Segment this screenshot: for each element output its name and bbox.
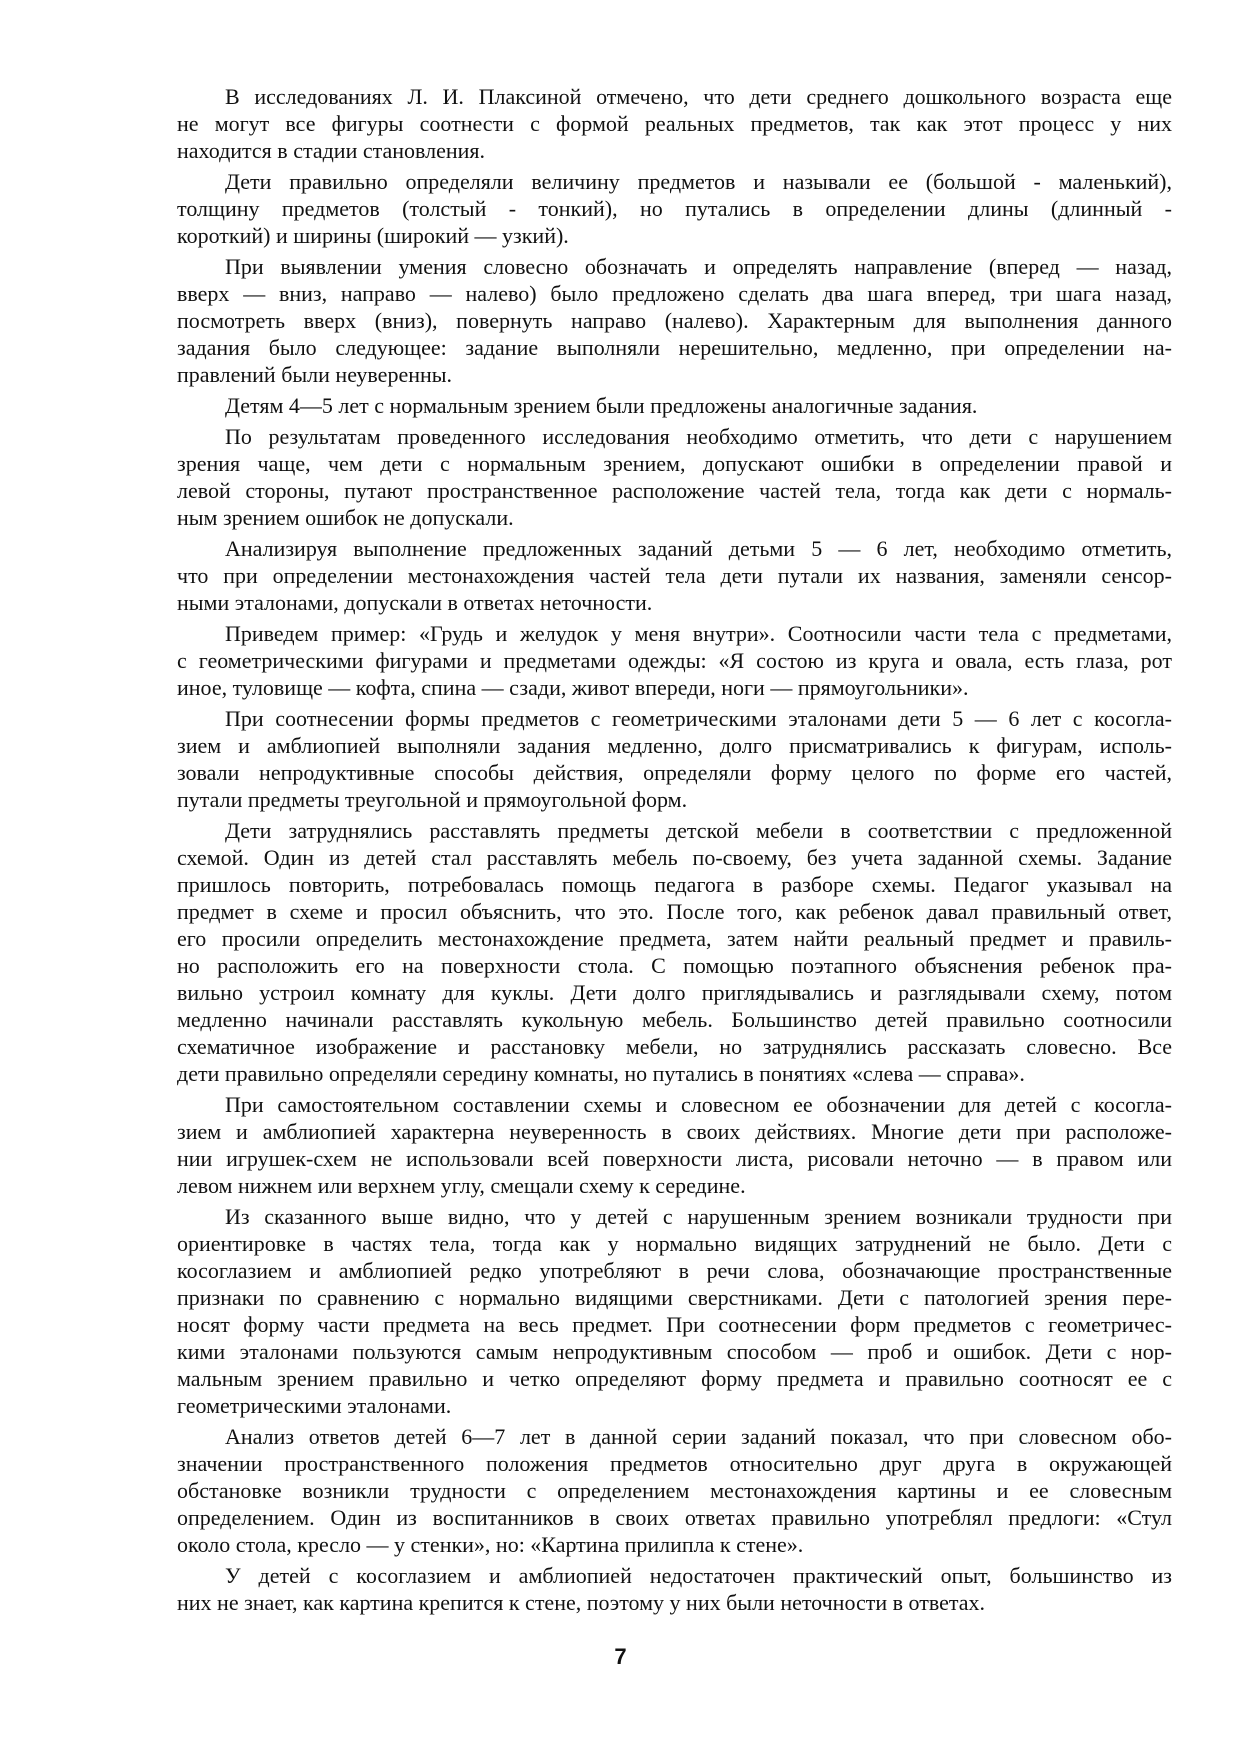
text-line: геометрическими эталонами. bbox=[177, 1393, 452, 1418]
paragraph bbox=[177, 1423, 1172, 1558]
text-line: иное, туловище — кофта, спина — сзади, живот впереди, ноги — прямоугольники». bbox=[177, 675, 969, 700]
text-line: левой стороны, путают пространственное расположение частей тела, тогда как дети с нормаль- bbox=[177, 478, 1172, 503]
text-line: У детей с косоглазием и амблиопией недостаточен практический опыт, большинство из bbox=[225, 1563, 1172, 1588]
text-line: мальным зрением правильно и четко определяют форму предмета и правильно соотносят ее с bbox=[177, 1366, 1172, 1391]
text-line: По результатам проведенного исследования необходимо отметить, что дети с нарушением bbox=[225, 424, 1172, 449]
text-line: его просили определить местонахождение предмета, затем найти реальный предмет и правиль- bbox=[177, 926, 1172, 951]
text-line: Анализ ответов детей 6—7 лет в данной серии заданий показал, что при словесном обо- bbox=[225, 1424, 1172, 1449]
text-line: Дети правильно определяли величину предметов и называли ее (большой - маленький), bbox=[225, 169, 1172, 194]
text-line: путали предметы треугольной и прямоугольной форм. bbox=[177, 787, 688, 812]
text-line: зием и амблиопией характерна неуверенность в своих действиях. Многие дети при расположе- bbox=[177, 1119, 1172, 1144]
paragraph bbox=[177, 817, 1172, 1087]
text-line: вверх — вниз, направо — налево) было предложено сделать два шага вперед, три шага назад, bbox=[177, 281, 1172, 306]
text-line: зием и амблиопией выполняли задания медленно, долго присматривались к фигурам, исполь- bbox=[177, 733, 1172, 758]
text-line: короткий) и ширины (широкий — узкий). bbox=[177, 223, 569, 248]
text-line: схемой. Один из детей стал расставлять мебель по-своему, без учета заданной схемы. Задание bbox=[177, 845, 1172, 870]
text-line: толщину предметов (толстый - тонкий), но путались в определении длины (длинный - bbox=[177, 196, 1172, 221]
text-line: носят форму части предмета на весь предмет. При соотнесении форм предметов с геометричес- bbox=[177, 1312, 1172, 1337]
text-line: зовали непродуктивные способы действия, определяли форму целого по форме его частей, bbox=[177, 760, 1172, 785]
text-line: Детям 4—5 лет с нормальным зрением были предложены аналогичные задания. bbox=[225, 393, 978, 418]
text-line: медленно начинали расставлять кукольную мебель. Большинство детей правильно соотносили bbox=[177, 1007, 1172, 1032]
paragraph bbox=[177, 620, 1172, 701]
text-line: посмотреть вверх (вниз), повернуть направо (налево). Характерным для выполнения данного bbox=[177, 308, 1172, 333]
text-line: ориентировке в частях тела, тогда как у нормально видящих затруднений не было. Дети с bbox=[177, 1231, 1172, 1256]
text-line: ным зрением ошибок не допускали. bbox=[177, 505, 514, 530]
paragraph bbox=[177, 705, 1172, 813]
paragraph bbox=[177, 1203, 1172, 1419]
text-line: признаки по сравнению с нормально видящими сверстниками. Дети с патологией зрения пере- bbox=[177, 1285, 1172, 1310]
paragraph bbox=[177, 392, 1172, 419]
text-line: При соотнесении формы предметов с геометрическими эталонами дети 5 — 6 лет с косогла- bbox=[225, 706, 1172, 731]
text-line: дети правильно определяли середину комнаты, но путались в понятиях «слева — справа». bbox=[177, 1061, 1025, 1086]
text-line: левом нижнем или верхнем углу, смещали схему к середине. bbox=[177, 1173, 746, 1198]
text-line: задания было следующее: задание выполняли нерешительно, медленно, при определении на- bbox=[177, 335, 1172, 360]
text-line: нии игрушек-схем не использовали всей поверхности листа, рисовали неточно — в правом или bbox=[177, 1146, 1172, 1171]
text-line: не могут все фигуры соотнести с формой реальных предметов, так как этот процесс у них bbox=[177, 111, 1172, 136]
paragraph bbox=[177, 535, 1172, 616]
text-line: них не знает, как картина крепится к стене, поэтому у них были неточности в ответах. bbox=[177, 1590, 986, 1615]
text-line: вильно устроил комнату для куклы. Дети долго приглядывались и разглядывали схему, потом bbox=[177, 980, 1172, 1005]
text-line: Дети затруднялись расставлять предметы детской мебели в соответствии с предложенной bbox=[225, 818, 1172, 843]
text-line: но расположить его на поверхности стола. С помощью поэтапного объяснения ребенок пра- bbox=[177, 953, 1172, 978]
text-line: При выявлении умения словесно обозначать и определять направление (вперед — назад, bbox=[225, 254, 1172, 279]
paragraph bbox=[177, 83, 1172, 164]
text-line: правлений были неуверенны. bbox=[177, 362, 453, 387]
text-line: В исследованиях Л. И. Плаксиной отмечено, что дети среднего дошкольного возраста еще bbox=[225, 84, 1172, 109]
text-line: При самостоятельном составлении схемы и словесном ее обозначении для детей с косогла- bbox=[225, 1092, 1172, 1117]
text-line: определением. Один из воспитанников в своих ответах правильно употреблял предлоги: «Стул bbox=[177, 1505, 1172, 1530]
paragraph bbox=[177, 1562, 1172, 1616]
text-line: Приведем пример: «Грудь и желудок у меня внутри». Соотносили части тела с предметами, bbox=[225, 621, 1172, 646]
text-line: обстановке возникли трудности с определением местонахождения картины и ее словесным bbox=[177, 1478, 1172, 1503]
page-number: 7 bbox=[614, 1644, 627, 1669]
text-line: пришлось повторить, потребовалась помощь педагога в разборе схемы. Педагог указывал на bbox=[177, 872, 1172, 897]
text-line: с геометрическими фигурами и предметами одежды: «Я состою из круга и овала, есть глаза, рот bbox=[177, 648, 1172, 673]
text-line: значении пространственного положения предметов относительно друг друга в окружающей bbox=[177, 1451, 1172, 1476]
text-line: косоглазием и амблиопией редко употребляют в речи слова, обозначающие пространственные bbox=[177, 1258, 1172, 1283]
paragraph bbox=[177, 168, 1172, 249]
paragraph bbox=[177, 1091, 1172, 1199]
text-line: находится в стадии становления. bbox=[177, 138, 486, 163]
text-line: зрения чаще, чем дети с нормальным зрением, допускают ошибки в определении правой и bbox=[177, 451, 1172, 476]
text-line: Анализируя выполнение предложенных заданий детьми 5 — 6 лет, необходимо отметить, bbox=[225, 536, 1172, 561]
text-line: схематичное изображение и расстановку мебели, но затруднялись рассказать словесно. Все bbox=[177, 1034, 1172, 1059]
text-line: около стола, кресло — у стенки», но: «Картина прилипла к стене». bbox=[177, 1532, 804, 1557]
body-text bbox=[177, 83, 1172, 1620]
text-line: предмет в схеме и просил объяснить, что это. После того, как ребенок давал правильный ответ, bbox=[177, 899, 1172, 924]
text-line: что при определении местонахождения частей тела дети путали их названия, заменяли сенсор- bbox=[177, 563, 1172, 588]
text-line: кими эталонами пользуются самым непродуктивным способом — проб и ошибок. Дети с нор- bbox=[177, 1339, 1172, 1364]
paragraph bbox=[177, 423, 1172, 531]
text-line: Из сказанного выше видно, что у детей с нарушенным зрением возникали трудности при bbox=[225, 1204, 1172, 1229]
text-line: ными эталонами, допускали в ответах неточности. bbox=[177, 590, 653, 615]
paragraph bbox=[177, 253, 1172, 388]
